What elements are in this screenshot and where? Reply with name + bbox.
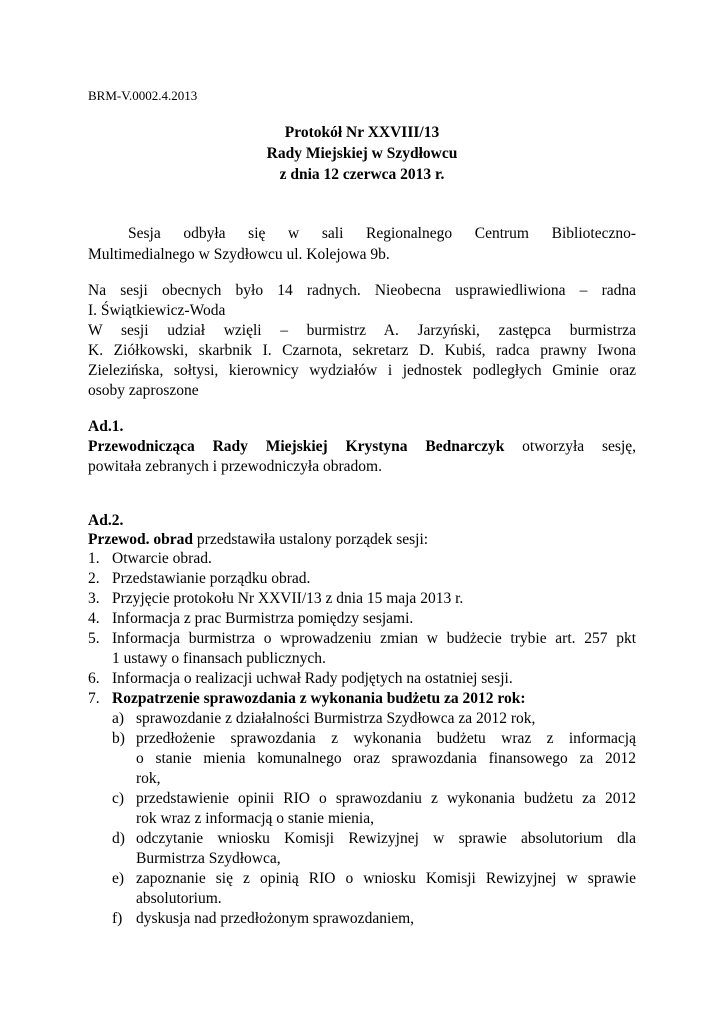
sublist-item-letter: a) <box>112 710 125 727</box>
attendance-line-5: Zielezińska, sołtysi, kierownicy wydziałów i jednostek podległych Gminie oraz <box>88 362 636 379</box>
list-item-number: 2. <box>88 570 100 587</box>
list-item-number: 6. <box>88 670 100 687</box>
ad2-intro <box>88 531 428 549</box>
ad2-intro-text: przedstawiła ustalony porządek sesji: <box>193 531 429 548</box>
attendance-line-4: K. Ziółkowski, skarbnik I. Czarnota, sekretarz D. Kubiś, radca prawny Iwona <box>88 342 636 359</box>
attendance-line-3: W sesji udział wzięli – burmistrz A. Jarzyński, zastępca burmistrza <box>88 322 636 339</box>
sublist-item-text-line-3: rok, <box>136 770 161 787</box>
list-item-text: Otwarcie obrad. <box>112 550 212 567</box>
ad1-heading: Ad.1. <box>88 418 124 435</box>
sublist-item-letter: f) <box>112 910 123 927</box>
list-item-text: Rozpatrzenie sprawozdania z wykonania budżetu za 2012 rok: <box>112 690 526 707</box>
list-item-text: Informacja z prac Burmistrza pomiędzy sesjami. <box>112 610 414 627</box>
list-item-text-line-2: 1 ustawy o finansach publicznych. <box>112 650 326 667</box>
list-item-number: 7. <box>88 690 100 707</box>
title-line-2: Rady Miejskiej w Szydłowcu <box>266 145 458 162</box>
attendance-line-6: osoby zaproszone <box>88 382 199 399</box>
list-item-number: 5. <box>88 630 100 647</box>
venue-line-2: Multimedialnego w Szydłowcu ul. Kolejowa 9b. <box>88 246 390 263</box>
ad2-heading: Ad.2. <box>88 512 124 529</box>
sublist-item-text-line-2: o stanie mienia komunalnego oraz sprawozdania finansowego za 2012 <box>136 750 636 767</box>
ad2-speaker: Przewod. obrad <box>88 531 194 548</box>
list-item-text: Przyjęcie protokołu Nr XXVII/13 z dnia 15 maja 2013 r. <box>112 590 464 607</box>
sublist-item-text-line-1: odczytanie wniosku Komisji Rewizyjnej w sprawie absolutorium dla <box>136 830 636 847</box>
sublist-item-letter: d) <box>112 830 125 847</box>
list-item-text: Przedstawianie porządku obrad. <box>112 570 311 587</box>
sublist-item-text-line-2: absolutorium. <box>136 890 222 907</box>
attendance-line-2: I. Świątkiewicz-Woda <box>88 302 226 319</box>
sublist-item-text: dyskusja nad przedłożonym sprawozdaniem, <box>136 910 415 927</box>
ad1-line-2: powitała zebranych i przewodniczyła obradom. <box>88 458 382 475</box>
venue-line-1: Sesja odbyła się w sali Regionalnego Centrum Biblioteczno- <box>128 225 636 242</box>
sublist-item-letter: e) <box>112 870 125 887</box>
sublist-item-text-line-1: przedłożenie sprawozdania z wykonania budżetu wraz z informacją <box>136 730 636 747</box>
list-item-text: Informacja o realizacji uchwał Rady podjętych na ostatniej sesji. <box>112 670 513 687</box>
document-reference: BRM-V.0002.4.2013 <box>88 88 198 103</box>
ad1-line-1 <box>88 438 636 456</box>
title-line-1: Protokół Nr XXVIII/13 <box>284 124 440 141</box>
sublist-item-text-line-2: Burmistrza Szydłowca, <box>136 850 281 867</box>
sublist-item-text-line-1: przedstawienie opinii RIO o sprawozdaniu z wykonania budżetu za 2012 <box>136 790 636 807</box>
sublist-item-letter: b) <box>112 730 125 747</box>
sublist-item-text-line-1: zapoznanie się z opinią RIO o wniosku Komisji Rewizyjnej w sprawie <box>136 870 636 887</box>
list-item-number: 1. <box>88 550 100 567</box>
ad1-text-1: otworzyła sesję, <box>504 438 637 455</box>
attendance-line-1: Na sesji obecnych było 14 radnych. Nieobecna usprawiedliwiona – radna <box>88 282 636 299</box>
list-item-number: 3. <box>88 590 100 607</box>
list-item-number: 4. <box>88 610 100 627</box>
sublist-item-text-line-2: rok wraz z informacją o stanie mienia, <box>136 810 374 827</box>
sublist-item-letter: c) <box>112 790 125 807</box>
list-item-text-line-1: Informacja burmistrza o wprowadzeniu zmian w budżecie trybie art. 257 pkt <box>112 630 636 647</box>
ad1-speaker: Przewodnicząca Rady Miejskiej Krystyna Bednarczyk <box>88 438 505 455</box>
sublist-item-text: sprawozdanie z działalności Burmistrza Szydłowca za 2012 rok, <box>136 710 536 727</box>
title-line-3: z dnia 12 czerwca 2013 r. <box>279 166 445 183</box>
